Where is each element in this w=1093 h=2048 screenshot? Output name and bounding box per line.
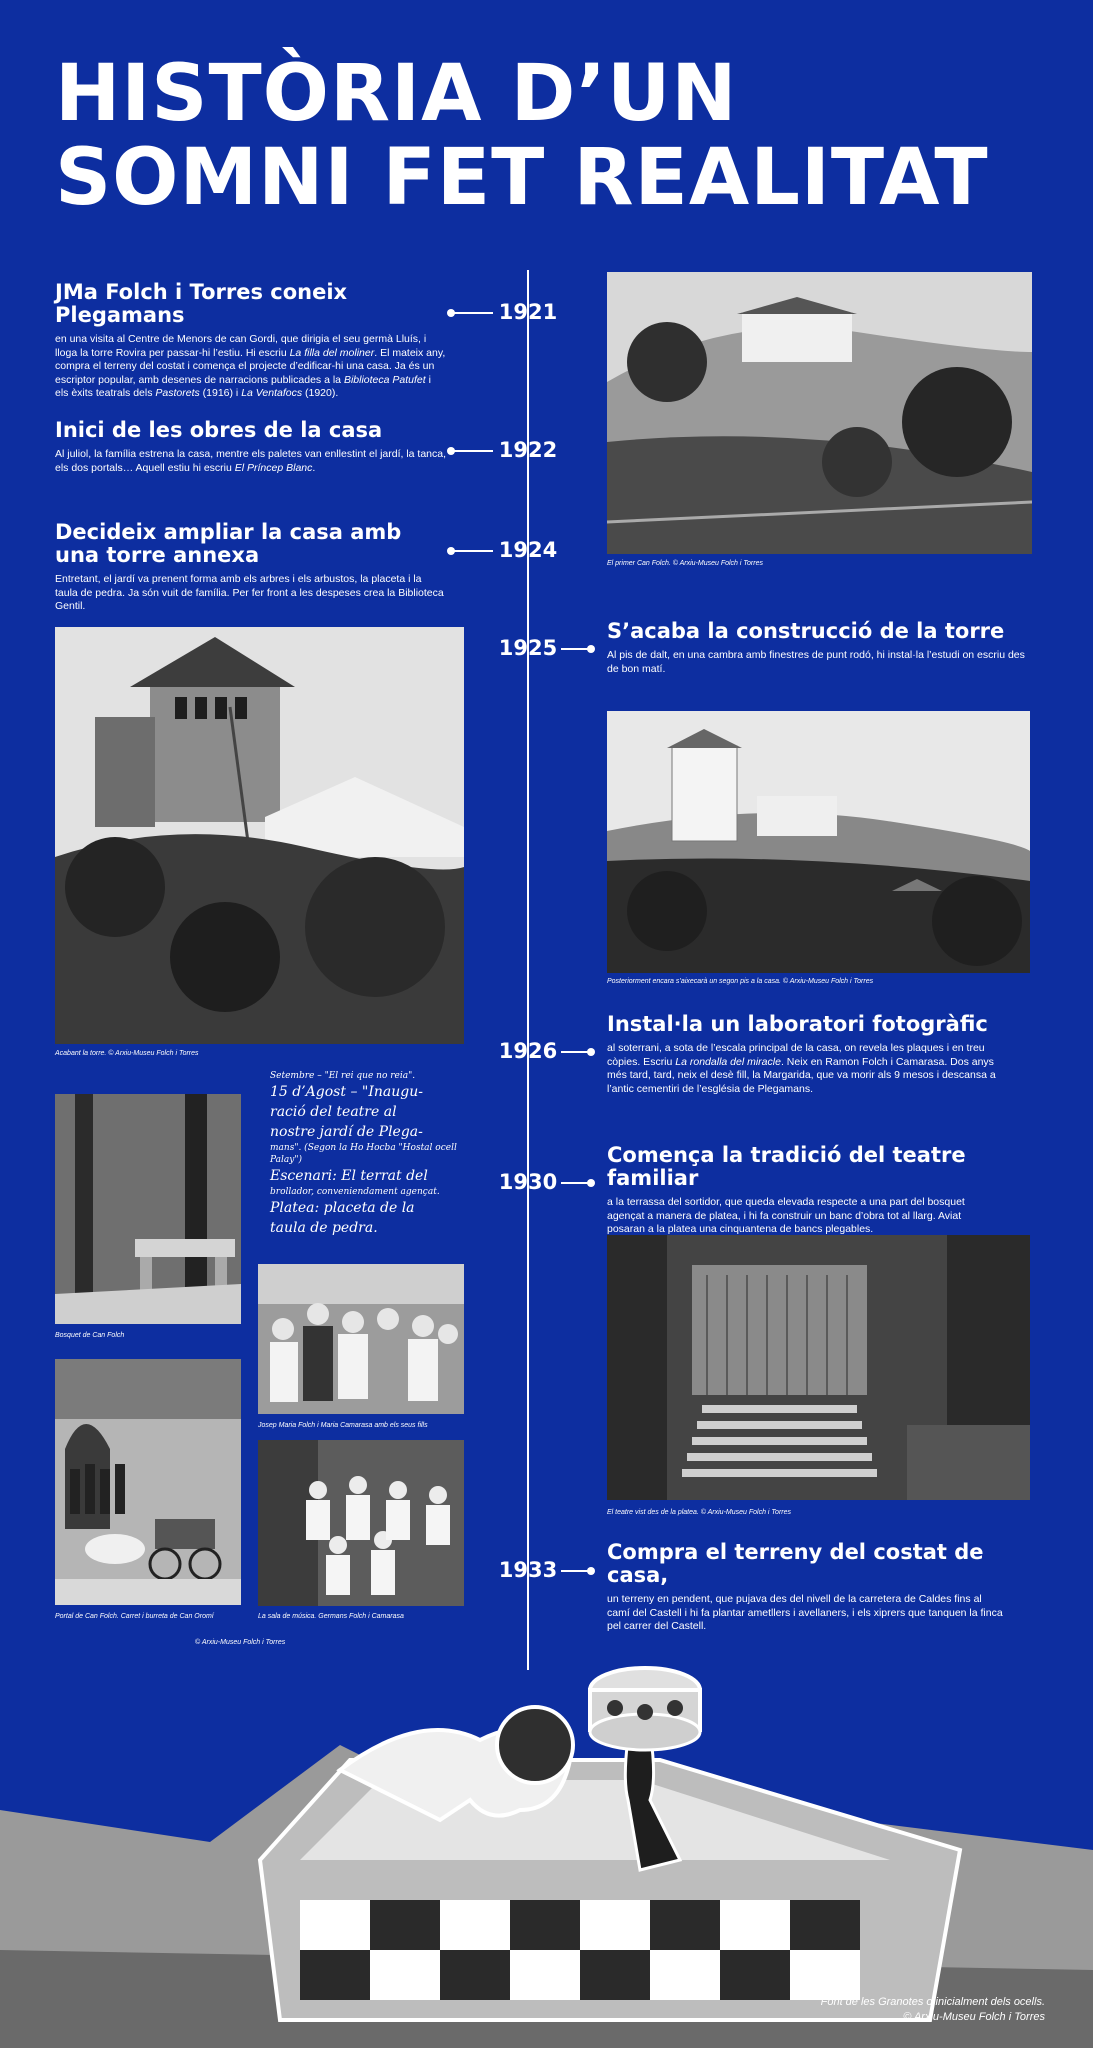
event-title: S’acaba la construcció de la torre	[607, 619, 1005, 643]
handwriting-line: ració del teatre al	[270, 1104, 397, 1120]
photo-portal	[55, 1359, 241, 1605]
title-line-1: HISTÒRIA D’UN	[55, 49, 738, 139]
event-1921	[55, 281, 447, 401]
timeline-connector	[561, 648, 589, 650]
caption-portal: Portal de Can Folch. Carret i burreta de Can Oromí	[55, 1613, 214, 1620]
handwriting-line: 15 d’Agost – "Inaugu-	[270, 1084, 423, 1100]
event-body: Al pis de dalt, en una cambra amb finestres de punt rodó, hi instal·la l’estudi on escriu des de bon matí.	[607, 649, 1025, 675]
handwriting-line: taula de pedra.	[270, 1220, 378, 1236]
caption-primer: El primer Can Folch. © Arxiu-Museu Folch i Torres	[607, 560, 763, 567]
year-1925: 1925	[498, 636, 558, 660]
timeline-connector	[561, 1570, 589, 1572]
caption-credit: © Arxiu-Museu Folch i Torres	[195, 1639, 286, 1646]
timeline-dot	[587, 1179, 595, 1187]
event-title: Comença la tradició del teatre familiar	[607, 1143, 966, 1190]
caption-bosquet: Bosquet de Can Folch	[55, 1332, 125, 1339]
event-1924	[55, 521, 447, 614]
caption-font-line-2: © Arxiu-Museu Folch i Torres	[903, 2011, 1045, 2023]
timeline-connector	[451, 550, 493, 552]
event-body: al soterrani, a sota de l’escala principal de la casa, on revela les plaques i en treu còpies. Escriu La rondalla del miracle. Neix en Ramon Folch i Camarasa. Dos anys més tard, tard, neix el desè fill, la Margarida, que va morir als 9 mesos i descansa a l’antic cementiri de l’església de Plegamans.	[607, 1042, 996, 1095]
page-title	[55, 49, 989, 223]
timeline-connector	[561, 1182, 589, 1184]
photo-sala-musica	[258, 1440, 464, 1606]
event-body: un terreny en pendent, que pujava des del nivell de la carretera de Caldes fins al camí del Castell i hi fa plantar ametllers i avellaners, i els xiprers que tanquen la finca pel carrer del Castell.	[607, 1593, 1003, 1633]
timeline-dot	[587, 1567, 595, 1575]
event-body: Al juliol, la família estrena la casa, mentre els paletes van enllestint el jardí, la tanca, els dos portals… Aquell estiu hi escriu El Príncep Blanc.	[55, 448, 447, 474]
photo-font-granotes	[0, 1650, 1093, 2048]
event-title: Instal·la un laboratori fotogràfic	[607, 1012, 988, 1036]
event-body: a la terrassa del sortidor, que queda elevada respecte a una part del bosquet agençat a manera de platea, i hi fa construir un banc d’obra tot al llarg. Aviat posaran a la platea una cinquantena de bancs plegables.	[607, 1196, 965, 1236]
event-1926	[607, 1013, 999, 1096]
event-body: Entretant, el jardí va prenent forma amb els arbres i els arbustos, la placeta i la taula de pedra. Ja són vuit de família. Per fer front a les despeses crea la Biblioteca Gentil.	[55, 573, 444, 613]
timeline-dot	[587, 1048, 595, 1056]
year-1922: 1922	[498, 438, 558, 462]
year-1921: 1921	[498, 300, 558, 324]
event-1933	[607, 1541, 1007, 1634]
photo-bosquet	[55, 1094, 241, 1324]
handwritten-note	[270, 1070, 470, 1238]
photo-teatre	[607, 1235, 1030, 1500]
timeline-connector	[451, 312, 493, 314]
year-1933: 1933	[498, 1558, 558, 1582]
photo-acabant-torre	[55, 627, 464, 1044]
event-title: JMa Folch i Torres coneix Plegamans	[55, 280, 348, 327]
photo-segon-pis	[607, 711, 1030, 973]
year-1926: 1926	[498, 1039, 558, 1063]
event-1922	[55, 419, 447, 475]
event-title: Decideix ampliar la casa amb una torre annexa	[55, 520, 402, 567]
handwriting-line: Setembre – "El rei que no reia".	[270, 1071, 416, 1081]
caption-teatre: El teatre vist des de la platea. © Arxiu-Museu Folch i Torres	[607, 1509, 791, 1516]
event-title: Compra el terreny del costat de casa,	[607, 1540, 984, 1587]
caption-font-line-1: Font de les Granotes o inicialment dels ocells.	[820, 1996, 1045, 2008]
event-1925	[607, 620, 1027, 676]
event-title: Inici de les obres de la casa	[55, 418, 383, 442]
year-1924: 1924	[498, 538, 558, 562]
caption-acabant: Acabant la torre. © Arxiu-Museu Folch i Torres	[55, 1050, 199, 1057]
handwriting-line: Platea: placeta de la	[270, 1200, 415, 1216]
caption-sala: La sala de música. Germans Folch i Camarasa	[258, 1613, 404, 1620]
caption-posteriorment: Posteriorment encara s’aixecarà un segon pis a la casa. © Arxiu-Museu Folch i Torres	[607, 978, 874, 985]
caption-josep: Josep Maria Folch i Maria Camarasa amb els seus fills	[258, 1422, 428, 1429]
event-body: en una visita al Centre de Menors de can Gordi, que dirigia el seu germà Lluís, i lloga la torre Rovira per passar-hi l’estiu. Hi escriu La filla del moliner. El mateix any, compra el terreny del costat i comença el projecte d’edificar-hi una casa. Ja és un escriptor popular, amb desenes de narracions publicades a la Biblioteca Patufet i els èxits teatrals dels Pastorets (1916) i La Ventafocs (1920).	[55, 333, 446, 400]
event-1930	[607, 1144, 999, 1237]
handwriting-line: mans". (Segon la Ho Hocba "Hostal ocell Palay")	[270, 1143, 457, 1165]
handwriting-line: Escenari: El terrat del	[270, 1168, 428, 1184]
handwriting-line: brollador, conveniendament agençat.	[270, 1187, 440, 1197]
timeline-connector	[561, 1051, 589, 1053]
photo-primer-can-folch	[607, 272, 1032, 554]
year-1930: 1930	[498, 1170, 558, 1194]
photo-familia	[258, 1264, 464, 1414]
title-line-2: SOMNI FET REALITAT	[55, 133, 989, 223]
timeline-dot	[587, 645, 595, 653]
handwriting-line: nostre jardí de Plega-	[270, 1124, 423, 1140]
timeline-line	[527, 270, 529, 1670]
timeline-connector	[451, 450, 493, 452]
